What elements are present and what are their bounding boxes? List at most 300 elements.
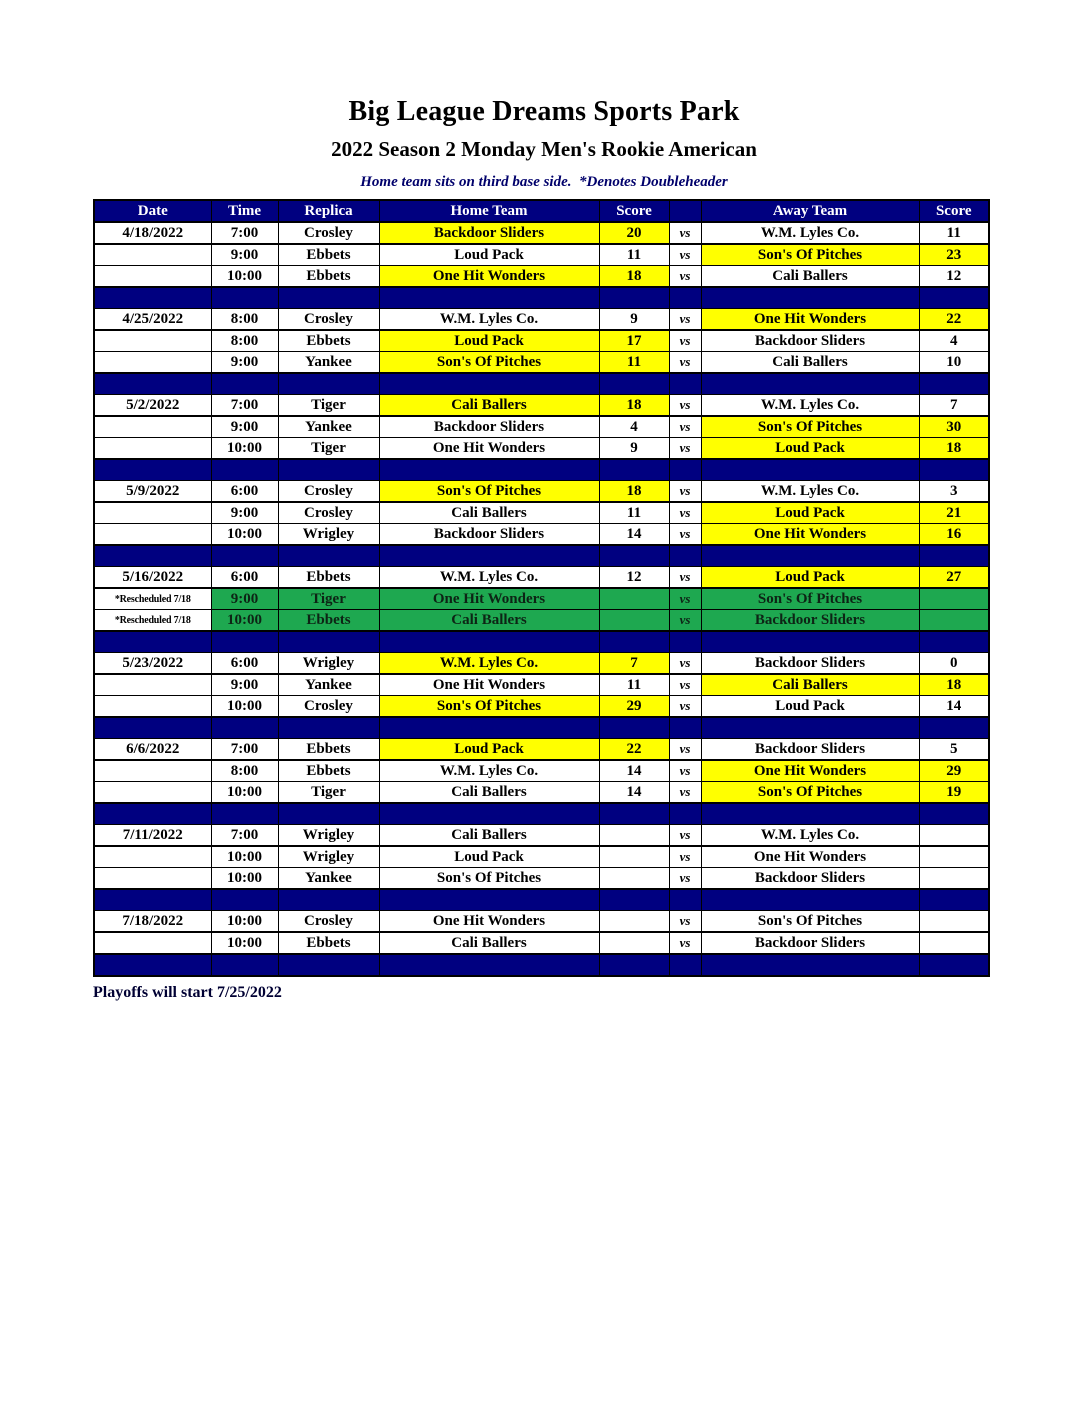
home-score-cell: 18 [599, 266, 669, 288]
away-team-cell: One Hit Wonders [701, 760, 919, 782]
date-cell [94, 438, 211, 460]
away-score-cell [919, 610, 989, 632]
spacer-cell [379, 889, 599, 911]
date-cell: *Rescheduled 7/18 [94, 610, 211, 632]
game-row [94, 825, 989, 847]
vs-cell: vs [669, 567, 701, 589]
spacer-row [94, 459, 989, 481]
away-team-cell: Cali Ballers [701, 266, 919, 288]
vs-cell: vs [669, 481, 701, 503]
replica-cell: Crosley [278, 222, 379, 244]
time-cell: 9:00 [211, 502, 278, 524]
home-score-cell: 17 [599, 330, 669, 352]
spacer-row [94, 631, 989, 653]
away-team-cell: Son's Of Pitches [701, 244, 919, 266]
spacer-cell [379, 459, 599, 481]
away-team-cell: W.M. Lyles Co. [701, 222, 919, 244]
spacer-cell [211, 459, 278, 481]
home-team-cell: Cali Ballers [379, 825, 599, 847]
home-team-cell: Loud Pack [379, 244, 599, 266]
home-score-cell [599, 588, 669, 610]
time-cell: 7:00 [211, 739, 278, 761]
away-score-cell: 19 [919, 782, 989, 804]
replica-cell: Ebbets [278, 244, 379, 266]
time-cell: 10:00 [211, 911, 278, 933]
spacer-cell [669, 545, 701, 567]
date-cell [94, 846, 211, 868]
spacer-cell [599, 954, 669, 976]
time-cell: 10:00 [211, 610, 278, 632]
vs-cell: vs [669, 244, 701, 266]
vs-cell: vs [669, 868, 701, 890]
date-cell [94, 696, 211, 718]
time-cell: 9:00 [211, 244, 278, 266]
spacer-cell [94, 373, 211, 395]
spacer-cell [379, 373, 599, 395]
date-cell: 4/25/2022 [94, 309, 211, 331]
away-score-cell: 12 [919, 266, 989, 288]
spacer-cell [599, 889, 669, 911]
home-score-cell [599, 868, 669, 890]
away-team-cell: Backdoor Sliders [701, 330, 919, 352]
spacer-cell [211, 631, 278, 653]
home-score-cell [599, 911, 669, 933]
replica-cell: Wrigley [278, 846, 379, 868]
home-team-cell: Son's Of Pitches [379, 696, 599, 718]
replica-cell: Yankee [278, 416, 379, 438]
header-row [94, 200, 989, 222]
away-team-cell: One Hit Wonders [701, 846, 919, 868]
date-cell [94, 416, 211, 438]
spacer-cell [211, 803, 278, 825]
home-score-cell [599, 610, 669, 632]
home-team-cell: One Hit Wonders [379, 674, 599, 696]
time-cell: 6:00 [211, 653, 278, 675]
time-cell: 8:00 [211, 309, 278, 331]
home-score-cell: 14 [599, 782, 669, 804]
vs-cell: vs [669, 674, 701, 696]
date-cell: 5/23/2022 [94, 653, 211, 675]
date-cell [94, 352, 211, 374]
home-score-cell: 4 [599, 416, 669, 438]
spacer-row [94, 717, 989, 739]
header-vs [669, 200, 701, 222]
vs-cell: vs [669, 911, 701, 933]
replica-cell: Wrigley [278, 825, 379, 847]
home-score-cell: 18 [599, 481, 669, 503]
date-cell [94, 932, 211, 954]
header-replica: Replica [278, 200, 379, 222]
home-team-cell: Cali Ballers [379, 932, 599, 954]
away-team-cell: Loud Pack [701, 438, 919, 460]
vs-cell: vs [669, 739, 701, 761]
away-team-cell: Cali Ballers [701, 352, 919, 374]
date-cell: 5/2/2022 [94, 395, 211, 417]
time-cell: 6:00 [211, 567, 278, 589]
spacer-cell [669, 459, 701, 481]
away-team-cell: Backdoor Sliders [701, 868, 919, 890]
game-row [94, 610, 989, 632]
spacer-cell [599, 803, 669, 825]
time-cell: 7:00 [211, 395, 278, 417]
spacer-cell [278, 287, 379, 309]
home-score-cell: 14 [599, 760, 669, 782]
game-row [94, 395, 989, 417]
header-away-score: Score [919, 200, 989, 222]
header-time: Time [211, 200, 278, 222]
spacer-cell [599, 459, 669, 481]
spacer-cell [701, 287, 919, 309]
spacer-cell [919, 803, 989, 825]
away-team-cell: One Hit Wonders [701, 524, 919, 546]
spacer-cell [701, 631, 919, 653]
replica-cell: Ebbets [278, 932, 379, 954]
home-score-cell: 20 [599, 222, 669, 244]
replica-cell: Crosley [278, 309, 379, 331]
game-row [94, 653, 989, 675]
replica-cell: Ebbets [278, 760, 379, 782]
away-score-cell [919, 825, 989, 847]
away-score-cell: 7 [919, 395, 989, 417]
spacer-cell [701, 545, 919, 567]
away-score-cell [919, 846, 989, 868]
home-score-cell: 12 [599, 567, 669, 589]
schedule-table [93, 199, 990, 977]
page-subtitle: 2022 Season 2 Monday Men's Rookie American [331, 137, 757, 161]
spacer-cell [211, 954, 278, 976]
spacer-cell [919, 545, 989, 567]
spacer-cell [379, 954, 599, 976]
away-team-cell: Backdoor Sliders [701, 610, 919, 632]
spacer-cell [379, 545, 599, 567]
game-row [94, 524, 989, 546]
spacer-cell [669, 717, 701, 739]
replica-cell: Yankee [278, 868, 379, 890]
spacer-cell [599, 631, 669, 653]
replica-cell: Tiger [278, 588, 379, 610]
home-team-cell: Son's Of Pitches [379, 868, 599, 890]
away-score-cell: 29 [919, 760, 989, 782]
home-team-cell: One Hit Wonders [379, 911, 599, 933]
spacer-cell [701, 459, 919, 481]
away-team-cell: Loud Pack [701, 567, 919, 589]
home-team-cell: Cali Ballers [379, 610, 599, 632]
away-team-cell: Loud Pack [701, 502, 919, 524]
date-cell [94, 868, 211, 890]
spacer-row [94, 287, 989, 309]
spacer-cell [599, 373, 669, 395]
time-cell: 10:00 [211, 438, 278, 460]
home-team-cell: One Hit Wonders [379, 438, 599, 460]
away-score-cell: 3 [919, 481, 989, 503]
vs-cell: vs [669, 438, 701, 460]
time-cell: 10:00 [211, 524, 278, 546]
replica-cell: Yankee [278, 674, 379, 696]
away-team-cell: Cali Ballers [701, 674, 919, 696]
time-cell: 10:00 [211, 696, 278, 718]
spacer-cell [278, 459, 379, 481]
date-cell: 5/16/2022 [94, 567, 211, 589]
home-team-cell: Backdoor Sliders [379, 222, 599, 244]
date-cell: 4/18/2022 [94, 222, 211, 244]
spacer-cell [599, 545, 669, 567]
home-score-cell: 9 [599, 309, 669, 331]
spacer-cell [701, 889, 919, 911]
game-row [94, 868, 989, 890]
home-team-cell: Backdoor Sliders [379, 416, 599, 438]
home-score-cell: 11 [599, 674, 669, 696]
vs-cell: vs [669, 266, 701, 288]
spacer-cell [211, 545, 278, 567]
time-cell: 10:00 [211, 266, 278, 288]
away-score-cell: 27 [919, 567, 989, 589]
game-row [94, 244, 989, 266]
time-cell: 7:00 [211, 222, 278, 244]
vs-cell: vs [669, 309, 701, 331]
away-team-cell: Backdoor Sliders [701, 932, 919, 954]
spacer-cell [919, 889, 989, 911]
home-team-cell: Loud Pack [379, 739, 599, 761]
spacer-cell [278, 889, 379, 911]
away-score-cell: 14 [919, 696, 989, 718]
vs-cell: vs [669, 352, 701, 374]
spacer-cell [919, 717, 989, 739]
game-row [94, 502, 989, 524]
away-score-cell: 10 [919, 352, 989, 374]
time-cell: 9:00 [211, 352, 278, 374]
schedule-body [94, 222, 989, 976]
home-team-cell: Loud Pack [379, 846, 599, 868]
away-team-cell: Loud Pack [701, 696, 919, 718]
spacer-row [94, 889, 989, 911]
date-cell [94, 782, 211, 804]
home-score-cell [599, 825, 669, 847]
spacer-row [94, 545, 989, 567]
spacer-cell [919, 287, 989, 309]
spacer-row [94, 803, 989, 825]
replica-cell: Ebbets [278, 330, 379, 352]
home-team-cell: One Hit Wonders [379, 266, 599, 288]
vs-cell: vs [669, 222, 701, 244]
spacer-cell [599, 287, 669, 309]
page-title: Big League Dreams Sports Park [348, 96, 740, 127]
time-cell: 7:00 [211, 825, 278, 847]
home-team-cell: Son's Of Pitches [379, 352, 599, 374]
spacer-cell [669, 631, 701, 653]
spacer-cell [669, 803, 701, 825]
spacer-cell [211, 717, 278, 739]
replica-cell: Wrigley [278, 653, 379, 675]
time-cell: 6:00 [211, 481, 278, 503]
spacer-cell [379, 717, 599, 739]
spacer-cell [669, 954, 701, 976]
away-score-cell: 5 [919, 739, 989, 761]
home-team-cell: One Hit Wonders [379, 588, 599, 610]
away-team-cell: Son's Of Pitches [701, 588, 919, 610]
header-away-team: Away Team [701, 200, 919, 222]
spacer-cell [701, 373, 919, 395]
date-cell: 7/11/2022 [94, 825, 211, 847]
spacer-cell [211, 287, 278, 309]
date-cell [94, 524, 211, 546]
vs-cell: vs [669, 782, 701, 804]
game-row [94, 222, 989, 244]
away-score-cell: 21 [919, 502, 989, 524]
game-row [94, 481, 989, 503]
away-score-cell: 23 [919, 244, 989, 266]
away-team-cell: Son's Of Pitches [701, 911, 919, 933]
away-score-cell: 22 [919, 309, 989, 331]
date-cell [94, 760, 211, 782]
spacer-cell [211, 889, 278, 911]
away-team-cell: W.M. Lyles Co. [701, 481, 919, 503]
home-team-cell: Cali Ballers [379, 782, 599, 804]
spacer-cell [94, 889, 211, 911]
home-team-cell: Cali Ballers [379, 395, 599, 417]
spacer-cell [94, 287, 211, 309]
game-row [94, 588, 989, 610]
game-row [94, 416, 989, 438]
spacer-cell [701, 954, 919, 976]
time-cell: 10:00 [211, 782, 278, 804]
spacer-cell [669, 889, 701, 911]
away-team-cell: Son's Of Pitches [701, 416, 919, 438]
home-team-cell: Cali Ballers [379, 502, 599, 524]
vs-cell: vs [669, 696, 701, 718]
home-team-cell: W.M. Lyles Co. [379, 567, 599, 589]
date-cell: 6/6/2022 [94, 739, 211, 761]
spacer-cell [278, 373, 379, 395]
home-score-cell: 14 [599, 524, 669, 546]
away-team-cell: Son's Of Pitches [701, 782, 919, 804]
game-row [94, 846, 989, 868]
time-cell: 10:00 [211, 846, 278, 868]
home-team-note: Home team sits on third base side. *Denotes Doubleheader [360, 174, 728, 190]
away-score-cell [919, 588, 989, 610]
spacer-cell [669, 373, 701, 395]
away-score-cell: 18 [919, 674, 989, 696]
replica-cell: Yankee [278, 352, 379, 374]
away-score-cell: 0 [919, 653, 989, 675]
game-row [94, 309, 989, 331]
time-cell: 8:00 [211, 760, 278, 782]
date-cell [94, 266, 211, 288]
spacer-cell [379, 631, 599, 653]
game-row [94, 266, 989, 288]
vs-cell: vs [669, 846, 701, 868]
replica-cell: Ebbets [278, 610, 379, 632]
date-cell [94, 674, 211, 696]
spacer-cell [701, 717, 919, 739]
away-score-cell: 4 [919, 330, 989, 352]
spacer-cell [919, 373, 989, 395]
home-score-cell: 9 [599, 438, 669, 460]
game-row [94, 782, 989, 804]
home-score-cell: 11 [599, 352, 669, 374]
spacer-cell [278, 717, 379, 739]
replica-cell: Ebbets [278, 266, 379, 288]
spacer-cell [701, 803, 919, 825]
home-score-cell [599, 846, 669, 868]
date-cell: *Rescheduled 7/18 [94, 588, 211, 610]
game-row [94, 567, 989, 589]
home-team-cell: W.M. Lyles Co. [379, 653, 599, 675]
away-team-cell: W.M. Lyles Co. [701, 395, 919, 417]
spacer-cell [599, 717, 669, 739]
game-row [94, 438, 989, 460]
replica-cell: Crosley [278, 502, 379, 524]
time-cell: 10:00 [211, 932, 278, 954]
game-row [94, 696, 989, 718]
replica-cell: Ebbets [278, 739, 379, 761]
date-cell: 5/9/2022 [94, 481, 211, 503]
home-score-cell: 22 [599, 739, 669, 761]
replica-cell: Crosley [278, 481, 379, 503]
time-cell: 9:00 [211, 674, 278, 696]
home-team-cell: Backdoor Sliders [379, 524, 599, 546]
spacer-cell [919, 631, 989, 653]
vs-cell: vs [669, 588, 701, 610]
home-team-cell: W.M. Lyles Co. [379, 309, 599, 331]
vs-cell: vs [669, 760, 701, 782]
date-cell [94, 244, 211, 266]
playoffs-note: Playoffs will start 7/25/2022 [93, 984, 282, 1001]
home-score-cell: 11 [599, 502, 669, 524]
vs-cell: vs [669, 416, 701, 438]
spacer-cell [211, 373, 278, 395]
header-home-team: Home Team [379, 200, 599, 222]
game-row [94, 330, 989, 352]
home-score-cell: 7 [599, 653, 669, 675]
replica-cell: Tiger [278, 782, 379, 804]
replica-cell: Wrigley [278, 524, 379, 546]
spacer-cell [379, 803, 599, 825]
away-score-cell: 30 [919, 416, 989, 438]
replica-cell: Ebbets [278, 567, 379, 589]
replica-cell: Crosley [278, 696, 379, 718]
vs-cell: vs [669, 610, 701, 632]
time-cell: 10:00 [211, 868, 278, 890]
home-team-cell: Son's Of Pitches [379, 481, 599, 503]
away-score-cell [919, 911, 989, 933]
home-team-cell: W.M. Lyles Co. [379, 760, 599, 782]
vs-cell: vs [669, 395, 701, 417]
date-cell [94, 502, 211, 524]
spacer-cell [94, 459, 211, 481]
spacer-cell [919, 954, 989, 976]
time-cell: 9:00 [211, 416, 278, 438]
spacer-cell [94, 717, 211, 739]
spacer-cell [94, 631, 211, 653]
replica-cell: Crosley [278, 911, 379, 933]
replica-cell: Tiger [278, 395, 379, 417]
away-team-cell: Backdoor Sliders [701, 653, 919, 675]
vs-cell: vs [669, 524, 701, 546]
game-row [94, 911, 989, 933]
spacer-row [94, 373, 989, 395]
vs-cell: vs [669, 825, 701, 847]
vs-cell: vs [669, 502, 701, 524]
vs-cell: vs [669, 932, 701, 954]
spacer-cell [94, 803, 211, 825]
home-score-cell [599, 932, 669, 954]
time-cell: 8:00 [211, 330, 278, 352]
away-score-cell: 16 [919, 524, 989, 546]
spacer-cell [94, 545, 211, 567]
away-score-cell [919, 932, 989, 954]
home-score-cell: 29 [599, 696, 669, 718]
spacer-cell [94, 954, 211, 976]
